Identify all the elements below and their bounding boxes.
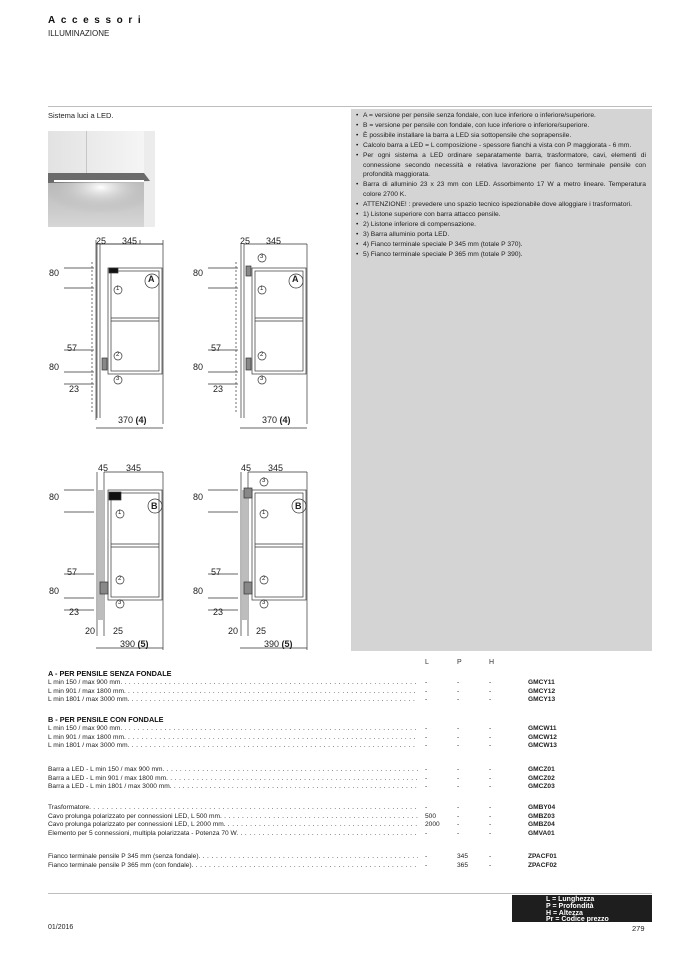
dim-b2-80-bottom: 80 [193,586,204,596]
dim-b2-25: 25 [256,626,267,636]
dim-a2-57: 57 [211,343,222,353]
callout-1: 1 [116,286,120,292]
bottom-divider [48,893,652,894]
dim-b-57: 57 [67,567,78,577]
dim-a-total: 370 (4) [118,415,147,425]
table-row: L min 1801 / max 3000 mm. . . . - - - GMCW13 [48,742,652,751]
table-row: L min 150 / max 900 mm. . . . - - - GMCY11 [48,679,652,688]
diagram-b-under [36,460,176,655]
footer-date: 01/2016 [48,924,74,931]
tag-b: B [151,501,158,511]
page-subtitle: ILLUMINAZIONE [48,29,110,38]
diagram-a-over [180,232,320,432]
section-title: B - PER PENSILE CON FONDALE [48,715,164,724]
dim-a-23: 23 [69,384,80,394]
note-item: • 3) Barra alluminio porta LED. [356,230,646,240]
dim-b-25: 25 [113,626,124,636]
dim-a2-total: 370 (4) [262,415,291,425]
section-a [48,669,652,705]
callout-2: 2 [260,352,264,358]
table-row: L min 901 / max 1800 mm. . . . - - - GMCY12 [48,688,652,697]
dim-a-depth: 345 [122,236,138,246]
tag-a: A [148,274,155,284]
dim-b2-depth: 345 [268,463,284,473]
table-row: L min 901 / max 1800 mm. . . . - - - GMCW12 [48,734,652,743]
tag-a2: A [292,274,299,284]
col-p: P [457,659,462,666]
dim-b-80-bottom: 80 [49,586,60,596]
table-row: Fianco terminale pensile P 345 mm (senza fondale). . . . - 345 - ZPACF01 [48,853,652,862]
note-item: • 4) Fianco terminale speciale P 345 mm (totale P 370). [356,240,646,250]
page-number: 279 [632,924,645,933]
page-title: Accessori [48,15,147,26]
legend-item: H = Altezza [546,910,583,917]
table-row: L min 150 / max 900 mm. . . . - - - GMCW11 [48,725,652,734]
dim-a-80-bottom: 80 [49,362,60,372]
dim-b2-total: 390 (5) [264,639,293,649]
note-item: • 2) Listone inferiore di compensazione. [356,220,646,230]
table-row: Fianco terminale pensile P 365 mm (con fondale). . . . - 365 - ZPACF02 [48,862,652,871]
dim-b-total: 390 (5) [120,639,149,649]
legend-item: L = Lunghezza [546,896,595,903]
legend-box [512,895,652,922]
callout-1: 1 [262,510,266,516]
callout-3-top: 3 [262,478,266,484]
dim-a-side: 25 [96,236,107,246]
callout-3: 3 [118,600,122,606]
callout-3-top: 3 [260,254,264,260]
note-item: • 1) Listone superiore con barra attacco pensile. [356,210,646,220]
dim-b-80-top: 80 [49,492,60,502]
diagram-b-over [180,460,320,655]
dim-a2-80-top: 80 [193,268,204,278]
legend-item: P = Profondità [546,903,594,910]
table-row: Cavo prolunga polarizzato per connessioni LED, L 500 mm. . . . 500 - - GMBZ03 [48,813,652,822]
tag-b2: B [295,501,302,511]
section-title: A - PER PENSILE SENZA FONDALE [48,669,172,678]
note-item: • ATTENZIONE! : prevedere uno spazio tecnico ispezionabile dove alloggiare i trasformatori. [356,200,646,210]
table-row: Barra a LED - L min 150 / max 900 mm. . . . - - - GMCZ01 [48,766,652,775]
note-item: • Barra di alluminio 23 x 23 mm con LED. Assorbimento 17 W a metro lineare. Temperatura colore 2700 K. [356,180,646,200]
note-item: • Per ogni sistema a LED ordinare separatamente barra, trasformatore, cavi, elementi di connessione secondo necessità e relativa lavorazione per fianco terminale pensile con profondità maggiorata. [356,151,646,181]
table-row: Cavo prolunga polarizzato per connessioni LED, L 2000 mm. . . . 2000 - - GMBZ04 [48,821,652,830]
note-item: • È possibile installare la barra a LED sia sottopensile che soprapensile. [356,131,646,141]
col-h: H [489,659,495,666]
led-cabinet-photo [48,131,155,227]
system-label: Sistema luci a LED. [48,111,114,120]
note-item: • B = versione per pensile con fondale, con luce inferiore o inferiore/superiore. [356,121,646,131]
table-row: Barra a LED - L min 1801 / max 3000 mm. . . . - - - GMCZ03 [48,783,652,792]
dim-a-80-top: 80 [49,268,60,278]
callout-3: 3 [262,600,266,606]
section-led-bars [48,766,652,792]
table-row: L min 1801 / max 3000 mm. . . . - - - GMCY13 [48,696,652,705]
dim-b2-20: 20 [228,626,239,636]
notes-list [351,109,652,260]
callout-3: 3 [116,376,120,382]
dim-b2-80-top: 80 [193,492,204,502]
section-accessories [48,804,652,839]
dim-b2-57: 57 [211,567,222,577]
callout-2: 2 [262,576,266,582]
dim-a2-side: 25 [240,236,251,246]
callout-1: 1 [260,286,264,292]
dim-a-57: 57 [67,343,78,353]
dim-b-20: 20 [85,626,96,636]
dim-b2-23: 23 [213,607,224,617]
dim-b-side: 45 [98,463,109,473]
table-row: Elemento per 5 connessioni, multipla polarizzata - Potenza 70 W. . . . - - - GMVA01 [48,830,652,839]
note-item: • A = versione per pensile senza fondale, con luce inferiore o inferiore/superiore. [356,111,646,121]
dim-a2-23: 23 [213,384,224,394]
section-b [48,715,652,751]
note-item: • Calcolo barra a LED = L composizione - spessore fianchi a vista con P maggiorata - 6 mm. [356,141,646,151]
dim-b-depth: 345 [126,463,142,473]
dim-a2-80-bottom: 80 [193,362,204,372]
callout-2: 2 [118,576,122,582]
col-l: L [425,659,429,666]
section-terminal-panels [48,853,652,870]
callout-1: 1 [118,510,122,516]
table-row: Trasformatore. . . . - - - GMBY04 [48,804,652,813]
callout-2: 2 [116,352,120,358]
dim-b2-side: 45 [241,463,252,473]
top-divider [48,106,652,107]
diagram-a-under [36,232,176,432]
note-item: • 5) Fianco terminale speciale P 365 mm (totale P 390). [356,250,646,260]
notes-panel [351,109,652,651]
legend-item: Pr = Codice prezzo [546,916,609,923]
dim-b-23: 23 [69,607,80,617]
callout-3: 3 [260,376,264,382]
dim-a2-depth: 345 [266,236,282,246]
table-row: Barra a LED - L min 901 / max 1800 mm. . . . - - - GMCZ02 [48,775,652,784]
